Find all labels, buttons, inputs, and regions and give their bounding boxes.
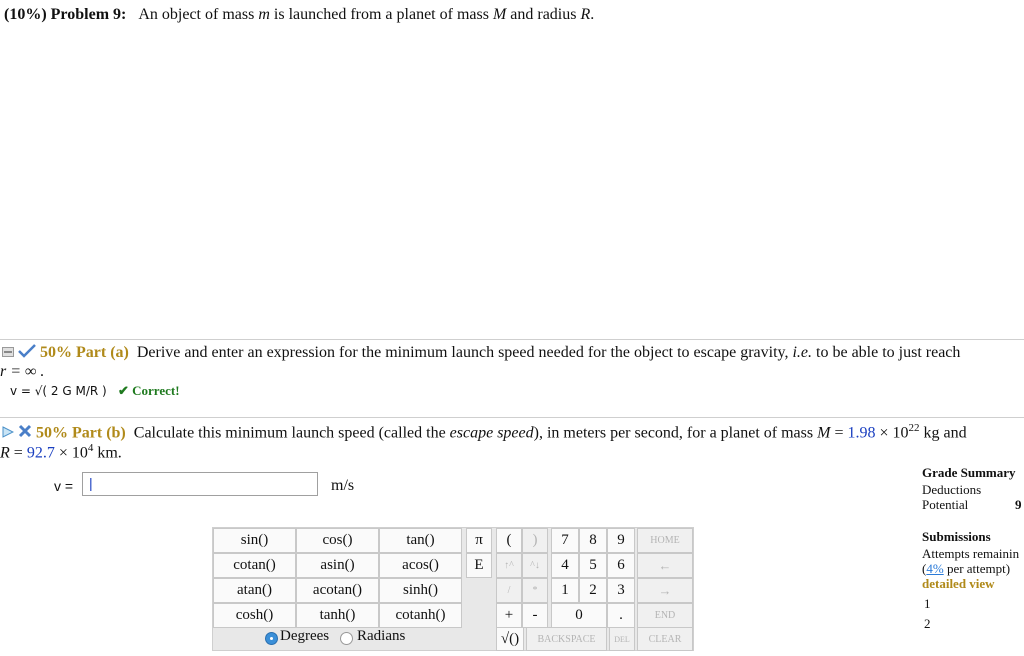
- part-b-title: 50% Part (b): [36, 424, 126, 442]
- part-b-line: [2, 422, 967, 443]
- correct-status: ✔ Correct!: [118, 383, 180, 398]
- kg-and: kg and: [923, 424, 967, 442]
- key-sinh[interactable]: sinh(): [379, 578, 462, 603]
- part-a-line: [2, 344, 960, 363]
- degrees-label: Degrees: [280, 628, 330, 644]
- radians-label: Radians: [357, 628, 406, 644]
- key-multiply[interactable]: *: [522, 578, 548, 603]
- key-acos[interactable]: acos(): [379, 553, 462, 578]
- attempts-remaining: Attempts remainin: [922, 546, 1020, 561]
- key-asin[interactable]: asin(): [296, 553, 379, 578]
- key-4[interactable]: 4: [551, 553, 579, 578]
- problem-text-2: is launched from a planet of mass: [273, 6, 489, 23]
- part-a-text-2: to be able to just reach: [816, 344, 961, 362]
- key-6[interactable]: 6: [607, 553, 635, 578]
- key-5[interactable]: 5: [579, 553, 607, 578]
- key-clear[interactable]: CLEAR: [637, 627, 693, 651]
- key-acotan[interactable]: acotan(): [296, 578, 379, 603]
- key-minus[interactable]: -: [522, 603, 548, 628]
- symbol-m: m: [258, 6, 270, 23]
- mass-exponent: 22: [908, 422, 920, 434]
- key-divide[interactable]: /: [496, 578, 522, 603]
- part-b-M: M: [817, 424, 831, 442]
- key-left-arrow[interactable]: ←: [637, 553, 693, 578]
- divider-part-a: [0, 339, 1024, 340]
- problem-text-3: and radius: [510, 6, 577, 23]
- key-atan[interactable]: atan(): [213, 578, 296, 603]
- key-e[interactable]: E: [466, 553, 492, 578]
- per-attempt: [922, 561, 1010, 577]
- key-open-paren[interactable]: (: [496, 528, 522, 553]
- key-0[interactable]: 0: [551, 603, 607, 628]
- potential-value: 9: [1015, 497, 1022, 512]
- key-pi[interactable]: π: [466, 528, 492, 553]
- key-cosh[interactable]: cosh(): [213, 603, 296, 628]
- key-9[interactable]: 9: [607, 528, 635, 553]
- key-close-paren[interactable]: ): [522, 528, 548, 553]
- play-icon[interactable]: [2, 425, 14, 443]
- key-up-arrow[interactable]: ↑^: [496, 553, 522, 578]
- unit-label: m/s: [331, 477, 355, 494]
- keypad: [212, 527, 694, 651]
- mass-base: 10: [892, 424, 909, 442]
- part-a-title: 50% Part (a): [40, 344, 129, 362]
- divider-part-b: [0, 417, 1024, 418]
- times-1: ×: [879, 424, 889, 442]
- per-attempt-open-paren: (: [922, 561, 927, 576]
- radians-radio[interactable]: [340, 632, 353, 645]
- key-home[interactable]: HOME: [637, 528, 693, 553]
- radius-mantissa: 92.7: [26, 444, 55, 462]
- part-a-answer: v = √( 2 G M/R ): [10, 384, 107, 398]
- submission-row-1: 1: [924, 596, 931, 611]
- submissions-title: Submissions: [922, 529, 991, 544]
- key-tan[interactable]: tan(): [379, 528, 462, 553]
- part-a-text: Derive and enter an expression for the minimum launch speed needed for the object to escape gravity,: [136, 344, 789, 362]
- part-b-R: R: [0, 444, 10, 462]
- problem-period: .: [590, 6, 595, 23]
- key-plus[interactable]: +: [496, 603, 522, 628]
- deductions-label: Deductions: [922, 482, 982, 497]
- collapse-icon[interactable]: [2, 345, 14, 363]
- times-2: ×: [58, 444, 68, 462]
- key-down-arrow[interactable]: ^↓: [522, 553, 548, 578]
- key-3[interactable]: 3: [607, 578, 635, 603]
- key-end[interactable]: END: [637, 603, 693, 628]
- part-a-ie: i.e.: [792, 344, 813, 362]
- key-2[interactable]: 2: [579, 578, 607, 603]
- key-tanh[interactable]: tanh(): [296, 603, 379, 628]
- per-attempt-text: per attempt): [946, 561, 1011, 576]
- problem-text-1: An object of mass: [138, 6, 255, 23]
- key-cotanh[interactable]: cotanh(): [379, 603, 462, 628]
- radius-exponent: 4: [87, 442, 94, 454]
- incorrect-x-icon: [18, 424, 32, 443]
- key-decimal[interactable]: .: [607, 603, 635, 628]
- key-del[interactable]: DEL: [609, 627, 635, 651]
- part-b-line-2: [0, 442, 122, 462]
- degrees-radio[interactable]: [265, 632, 278, 645]
- key-8[interactable]: 8: [579, 528, 607, 553]
- key-1[interactable]: 1: [551, 578, 579, 603]
- symbol-M: M: [492, 6, 507, 23]
- input-label: v =: [54, 478, 74, 494]
- key-sqrt[interactable]: √(): [496, 627, 524, 651]
- problem-label: (10%) Problem 9:: [4, 6, 127, 23]
- submission-row-2: 2: [924, 616, 931, 631]
- key-cotan[interactable]: cotan(): [213, 553, 296, 578]
- key-backspace[interactable]: BACKSPACE: [526, 627, 607, 651]
- part-b-text-1: Calculate this minimum launch speed (called the: [133, 424, 446, 442]
- grade-summary-title: Grade Summary: [922, 465, 1016, 480]
- radius-base: 10: [71, 444, 88, 462]
- part-b-eq-2: =: [13, 444, 23, 462]
- key-7[interactable]: 7: [551, 528, 579, 553]
- problem-header: [4, 6, 594, 24]
- part-b-eq: =: [834, 424, 844, 442]
- part-b-escape: escape speed: [449, 424, 534, 442]
- part-a-continuation: r = ∞ .: [0, 363, 45, 380]
- key-right-arrow[interactable]: →: [637, 578, 693, 603]
- key-sin[interactable]: sin(): [213, 528, 296, 553]
- answer-input[interactable]: |: [82, 472, 318, 496]
- mass-mantissa: 1.98: [847, 424, 876, 442]
- part-b-text-2: ), in meters per second, for a planet of mass: [533, 424, 814, 442]
- km-unit: km.: [97, 444, 122, 462]
- check-icon: [18, 344, 36, 363]
- key-cos[interactable]: cos(): [296, 528, 379, 553]
- potential-label: Potential: [922, 497, 969, 512]
- detailed-view-link[interactable]: detailed view: [922, 576, 995, 591]
- symbol-R: R: [580, 6, 591, 23]
- per-attempt-link[interactable]: 4%: [926, 561, 944, 576]
